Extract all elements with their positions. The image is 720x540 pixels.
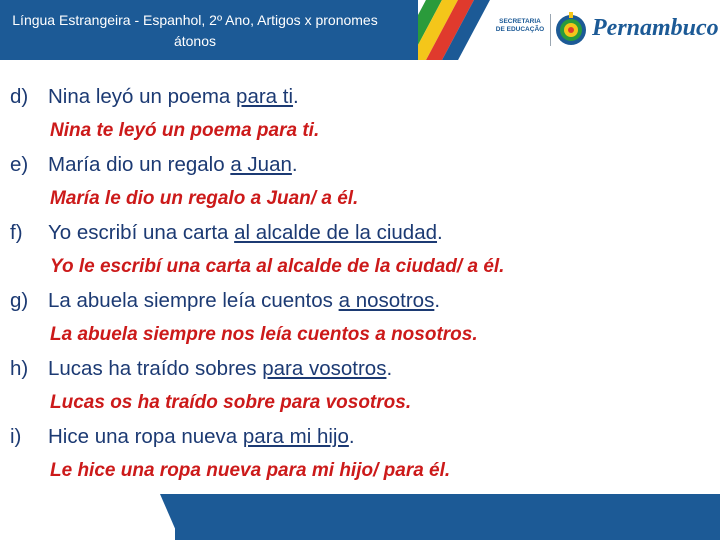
list-item	[10, 420, 710, 488]
sentence-text: Nina leyó un poema	[48, 85, 237, 108]
underlined-object: para mi hijo	[242, 425, 349, 448]
exercise-sentence	[10, 420, 710, 454]
item-marker: d)	[10, 85, 29, 108]
sentence-text: .	[386, 357, 393, 380]
answer-sentence: Nina te leyó un poema para ti.	[50, 120, 320, 141]
item-marker: h)	[10, 357, 29, 380]
pernambuco-wordmark: Pernambuco	[592, 15, 719, 41]
list-item	[10, 148, 710, 216]
sentence-text: Yo escribí una carta	[48, 221, 235, 244]
underlined-object: a nosotros	[338, 289, 435, 312]
exercise-sentence	[10, 80, 710, 114]
list-item	[10, 80, 710, 148]
item-marker: f)	[10, 221, 23, 244]
list-item	[10, 284, 710, 352]
sentence-text: .	[291, 153, 298, 176]
color-stripes	[418, 0, 490, 60]
underlined-object: para vosotros	[262, 357, 387, 380]
sentence-text: Hice una ropa nueva	[48, 425, 243, 448]
sentence-text: María dio un regalo	[48, 153, 231, 176]
sentence-text: .	[293, 85, 299, 108]
answer-sentence: Lucas os ha traído sobre para vosotros.	[50, 392, 412, 413]
list-item	[10, 216, 710, 284]
item-marker: e)	[10, 153, 29, 176]
sentence-text: .	[348, 425, 355, 448]
exercise-list	[10, 80, 710, 488]
government-logo	[490, 0, 720, 60]
item-marker: g)	[10, 289, 29, 312]
title-bar	[0, 0, 418, 60]
slide-title: Língua Estrangeira - Espanhol, 2º Ano, Artigos x pronomes átonos	[12, 12, 378, 49]
sentence-text: .	[437, 221, 443, 244]
underlined-object: para ti	[236, 85, 294, 108]
answer-sentence: La abuela siempre nos leía cuentos a nosotros.	[50, 324, 478, 345]
slide-header	[0, 0, 720, 66]
pernambuco-crest-icon	[554, 10, 588, 50]
secretaria-label: SECRETARIA DE EDUCAÇÃO	[495, 18, 545, 33]
sentence-text: La abuela siempre leía cuentos	[48, 289, 339, 312]
answer-sentence: María le dio un regalo a Juan/ a él.	[50, 188, 359, 209]
exercise-sentence	[10, 352, 710, 386]
exercise-sentence	[10, 148, 710, 182]
sentence-text: .	[434, 289, 441, 312]
item-marker: i)	[10, 425, 22, 448]
underlined-object: a Juan	[230, 153, 292, 176]
underlined-object: al alcalde de la ciudad	[234, 221, 438, 244]
exercise-sentence	[10, 216, 710, 250]
list-item	[10, 352, 710, 420]
answer-sentence: Yo le escribí una carta al alcalde de la ciudad/ a él.	[50, 256, 505, 277]
exercise-sentence	[10, 284, 710, 318]
logo-divider	[550, 14, 551, 46]
footer-notch	[0, 494, 175, 540]
answer-sentence: Le hice una ropa nueva para mi hijo/ para él.	[50, 460, 451, 481]
sentence-text: Lucas ha traído sobres	[48, 357, 263, 380]
